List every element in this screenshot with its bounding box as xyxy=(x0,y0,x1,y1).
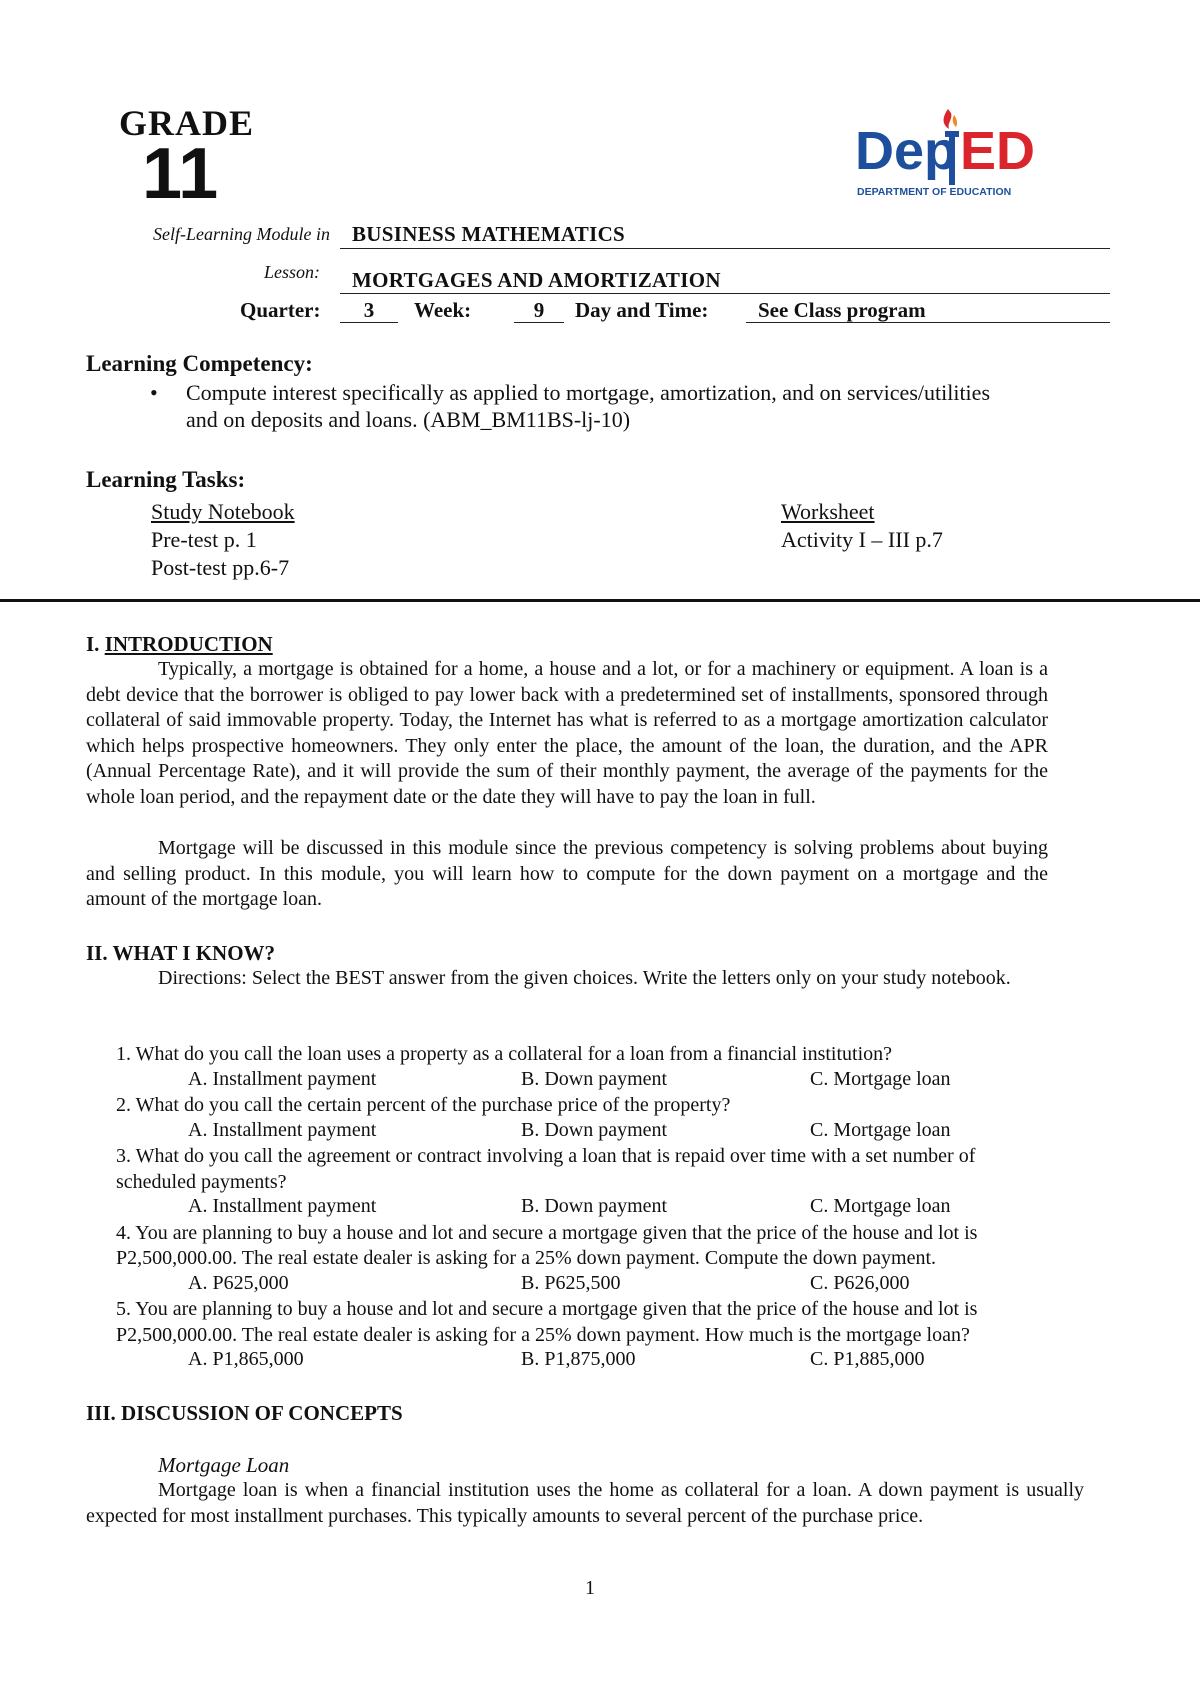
discussion-para: Mortgage loan is when a financial institution uses the home as collateral for a loan. A down payment is usually expected for most installment purchases. This typically amounts to several percent of the purchase price. xyxy=(86,1479,1084,1527)
what-i-know-heading: II. WHAT I KNOW? xyxy=(86,941,276,965)
q2-choice-b: B. Down payment xyxy=(521,1119,668,1141)
q3-choice-b: B. Down payment xyxy=(521,1195,668,1217)
grade-label: GRADE xyxy=(119,103,255,143)
daytime-label: Day and Time: xyxy=(575,298,709,322)
lesson-value: MORTGAGES AND AMORTIZATION xyxy=(352,268,721,292)
introduction-heading-text: INTRODUCTION xyxy=(104,632,273,656)
q4-choice-b: B. P625,500 xyxy=(521,1272,621,1294)
introduction-para1: Typically, a mortgage is obtained for a home, a house and a lot, or for a machinery or equipment. A loan is a debt device that the borrower is obliged to pay lower back with a predetermined set of installments, sponsored through collateral of said immovable property. Today, the Internet has what is referred to as a mortgage amortization calculator which helps prospective homeowners. They only enter the place, the amount of the loan, the duration, and the APR (Annual Percentage Rate), and it will provide the sum of their monthly payment, the average of the payments for the whole loan period, and the repayment date or the date they will have to pay the loan in full. xyxy=(86,658,1048,808)
q4-choice-c: C. P626,000 xyxy=(810,1272,910,1294)
q3-choice-c: C. Mortgage loan xyxy=(810,1195,951,1217)
q2-choice-c: C. Mortgage loan xyxy=(810,1119,951,1141)
q1-choice-b: B. Down payment xyxy=(521,1068,668,1090)
deped-logo xyxy=(855,105,1045,205)
week-value: 9 xyxy=(533,298,545,322)
question-3-line2: scheduled payments? xyxy=(116,1171,287,1193)
bullet-dot: • xyxy=(150,380,158,405)
introduction-heading xyxy=(86,632,273,657)
question-5: 5. You are planning to buy a house and lot and secure a mortgage given that the price of the house and lot is xyxy=(116,1298,978,1320)
introduction-para2: Mortgage will be discussed in this module since the previous competency is solving problems about buying and selling product. In this module, you will learn how to compute for the down payment on a mortgage and the amount of the mortgage loan. xyxy=(86,837,1048,911)
q5-choice-a: A. P1,865,000 xyxy=(188,1348,304,1370)
module-underline xyxy=(340,248,1110,249)
tasks-heading: Learning Tasks: xyxy=(86,467,246,492)
q2-choice-a: A. Installment payment xyxy=(188,1119,377,1141)
daytime-value: See Class program xyxy=(758,298,926,322)
question-5-line2: P2,500,000.00. The real estate dealer is asking for a 25% down payment. How much is the mortgage loan? xyxy=(116,1324,970,1346)
q5-choice-c: C. P1,885,000 xyxy=(810,1348,925,1370)
competency-heading: Learning Competency: xyxy=(86,351,313,376)
competency-line2: and on deposits and loans. (ABM_BM11BS-lj-10) xyxy=(186,407,631,432)
week-underline xyxy=(514,322,564,323)
tasks-left-title: Study Notebook xyxy=(151,499,295,524)
question-4: 4. You are planning to buy a house and lot and secure a mortgage given that the price of the house and lot is xyxy=(116,1222,978,1244)
competency-line1: Compute interest specifically as applied to mortgage, amortization, and on services/utilities xyxy=(186,380,990,405)
discussion-heading: III. DISCUSSION OF CONCEPTS xyxy=(86,1401,403,1425)
question-3: 3. What do you call the agreement or contract involving a loan that is repaid over time with a set number of xyxy=(116,1145,976,1167)
question-1: 1. What do you call the loan uses a property as a collateral for a loan from a financial institution? xyxy=(116,1043,893,1065)
mortgage-loan-subheading: Mortgage Loan xyxy=(158,1453,290,1477)
q4-choice-a: A. P625,000 xyxy=(188,1272,289,1294)
week-label: Week: xyxy=(414,298,472,322)
tasks-left-item1: Pre-test p. 1 xyxy=(151,527,257,552)
introduction-heading-num: I. xyxy=(86,632,100,656)
q3-choice-a: A. Installment payment xyxy=(188,1195,377,1217)
page-number: 1 xyxy=(585,1577,595,1599)
question-4-line2: P2,500,000.00. The real estate dealer is asking for a 25% down payment. Compute the down payment. xyxy=(116,1247,936,1269)
lesson-label: Lesson: xyxy=(263,262,320,282)
q1-choice-c: C. Mortgage loan xyxy=(810,1068,951,1090)
quarter-label: Quarter: xyxy=(240,298,321,322)
tasks-left-item2: Post-test pp.6-7 xyxy=(151,555,290,580)
lesson-underline xyxy=(340,293,1110,294)
q5-choice-b: B. P1,875,000 xyxy=(521,1348,636,1370)
svg-text:Dep: Dep xyxy=(855,121,958,181)
q1-choice-a: A. Installment payment xyxy=(188,1068,377,1090)
daytime-underline xyxy=(746,322,1110,323)
quarter-underline xyxy=(340,322,398,323)
question-2: 2. What do you call the certain percent of the purchase price of the property? xyxy=(116,1094,731,1116)
module-value: BUSINESS MATHEMATICS xyxy=(352,222,626,246)
module-label: Self-Learning Module in xyxy=(153,224,330,244)
tasks-right-item1: Activity I – III p.7 xyxy=(781,527,943,552)
svg-text:DEPARTMENT OF EDUCATION: DEPARTMENT OF EDUCATION xyxy=(857,186,1012,198)
grade-number: 11 xyxy=(142,134,219,214)
quarter-value: 3 xyxy=(363,298,375,322)
tasks-right-title: Worksheet xyxy=(781,499,875,524)
svg-text:ED: ED xyxy=(960,121,1036,181)
section-divider xyxy=(0,599,1200,602)
directions-text: Directions: Select the BEST answer from the given choices. Write the letters only on your study notebook. xyxy=(158,967,1011,989)
